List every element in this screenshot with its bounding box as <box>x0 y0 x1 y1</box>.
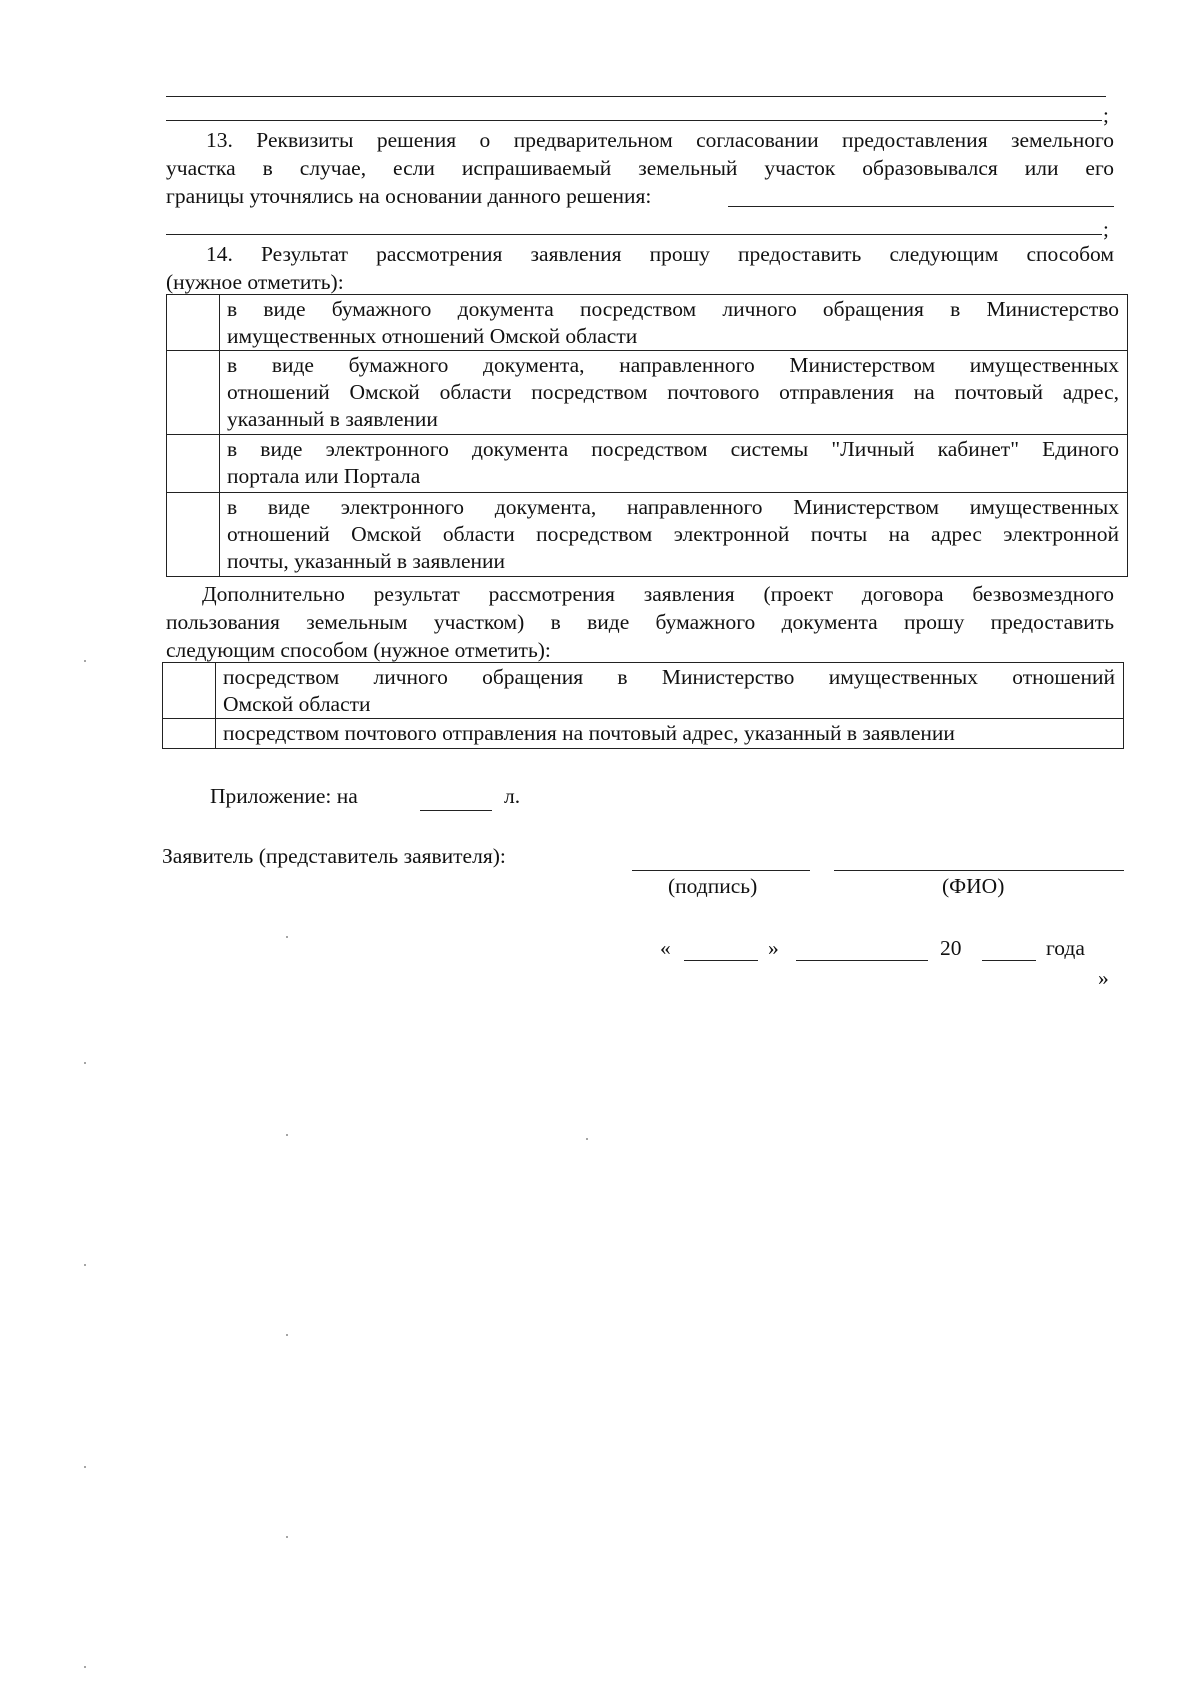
scan-speck <box>286 1536 288 1538</box>
additional-paragraph <box>166 580 1114 664</box>
name-field[interactable] <box>834 870 1124 871</box>
option-checkbox[interactable] <box>163 663 216 719</box>
item14-intro <box>166 240 1114 296</box>
scan-speck <box>84 660 86 662</box>
option-text <box>220 295 1128 351</box>
option-text-line: отношений Омской области посредством почтового отправления на почтовый адрес, <box>227 380 1119 404</box>
option-text-line: имущественных отношений Омской области <box>227 324 638 348</box>
scan-speck <box>84 1466 86 1468</box>
item13-line: участка в случае, если испрашиваемый земельный участок образовывался или его <box>166 156 1114 180</box>
signature-caption: (подпись) <box>668 874 758 898</box>
appendix-label: Приложение: на <box>210 784 358 808</box>
option-text-line: указанный в заявлении <box>227 407 438 431</box>
month-field[interactable] <box>796 960 928 961</box>
date-open-quote: « <box>660 936 671 960</box>
scan-speck <box>586 1138 588 1140</box>
option-text-line: в виде электронного документа, направленного Министерством имущественных <box>227 495 1119 519</box>
year-suffix: года <box>1046 936 1085 960</box>
item13-paragraph <box>166 126 1114 210</box>
table-row <box>163 719 1124 749</box>
semicolon: ; <box>1103 217 1109 241</box>
scan-speck <box>286 1134 288 1136</box>
scan-speck <box>84 1062 86 1064</box>
option-text-line: портала или Портала <box>227 464 421 488</box>
table-row <box>167 295 1128 351</box>
item14-intro-line: 14. Результат рассмотрения заявления прошу предоставить следующим способом <box>206 242 1114 266</box>
scan-speck <box>84 1264 86 1266</box>
semicolon: ; <box>1103 103 1109 127</box>
table-row <box>167 435 1128 493</box>
option-text-line: отношений Омской области посредством электронной почты на адрес электронной <box>227 522 1119 546</box>
date-close-quote: » <box>768 936 779 960</box>
option-checkbox[interactable] <box>167 295 220 351</box>
option-text-line: Омской области <box>223 692 371 716</box>
blank-line <box>166 120 1102 121</box>
additional-line: Дополнительно результат рассмотрения заявления (проект договора безвозмездного <box>202 582 1114 606</box>
name-caption: (ФИО) <box>942 874 1005 898</box>
decision-details-field[interactable] <box>166 234 1102 235</box>
option-text-line: в виде бумажного документа, направленного Министерством имущественных <box>227 353 1119 377</box>
applicant-label: Заявитель (представитель заявителя): <box>162 844 506 868</box>
option-checkbox[interactable] <box>167 435 220 493</box>
item14-intro-line: (нужное отметить): <box>166 270 344 294</box>
additional-line: следующим способом (нужное отметить): <box>166 638 551 662</box>
option-checkbox[interactable] <box>163 719 216 749</box>
table-row <box>167 493 1128 577</box>
table-row <box>163 663 1124 719</box>
option-text-line: посредством почтового отправления на почтовый адрес, указанный в заявлении <box>223 721 955 745</box>
year-prefix: 20 <box>940 936 962 960</box>
item13-line: границы уточнялись на основании данного решения: <box>166 184 652 208</box>
scan-speck <box>286 1334 288 1336</box>
scan-speck <box>84 1666 86 1668</box>
option-text <box>220 435 1128 493</box>
option-text-line: в виде бумажного документа посредством личного обращения в Министерство <box>227 297 1119 321</box>
option-text-line: почты, указанный в заявлении <box>227 549 505 573</box>
stray-quote: » <box>1098 966 1109 990</box>
item13-line: 13. Реквизиты решения о предварительном согласовании предоставления земельного <box>206 128 1114 152</box>
scan-speck <box>286 936 288 938</box>
year-field[interactable] <box>982 960 1036 961</box>
option-checkbox[interactable] <box>167 351 220 435</box>
blank-line <box>166 96 1106 97</box>
option-text <box>216 663 1124 719</box>
appendix-suffix: л. <box>504 784 521 808</box>
table-row <box>167 351 1128 435</box>
appendix-pages-field[interactable] <box>420 810 492 811</box>
option-text <box>216 719 1124 749</box>
delivery-options-table <box>166 294 1128 577</box>
decision-details-field[interactable] <box>728 206 1114 207</box>
option-checkbox[interactable] <box>167 493 220 577</box>
option-text <box>220 351 1128 435</box>
additional-line: пользования земельным участком) в виде бумажного документа прошу предоставить <box>166 610 1114 634</box>
additional-options-table <box>162 662 1124 749</box>
option-text-line: посредством личного обращения в Министерство имущественных отношений <box>223 665 1115 689</box>
option-text-line: в виде электронного документа посредством системы "Личный кабинет" Единого <box>227 437 1119 461</box>
option-text <box>220 493 1128 577</box>
signature-field[interactable] <box>632 870 810 871</box>
day-field[interactable] <box>684 960 758 961</box>
